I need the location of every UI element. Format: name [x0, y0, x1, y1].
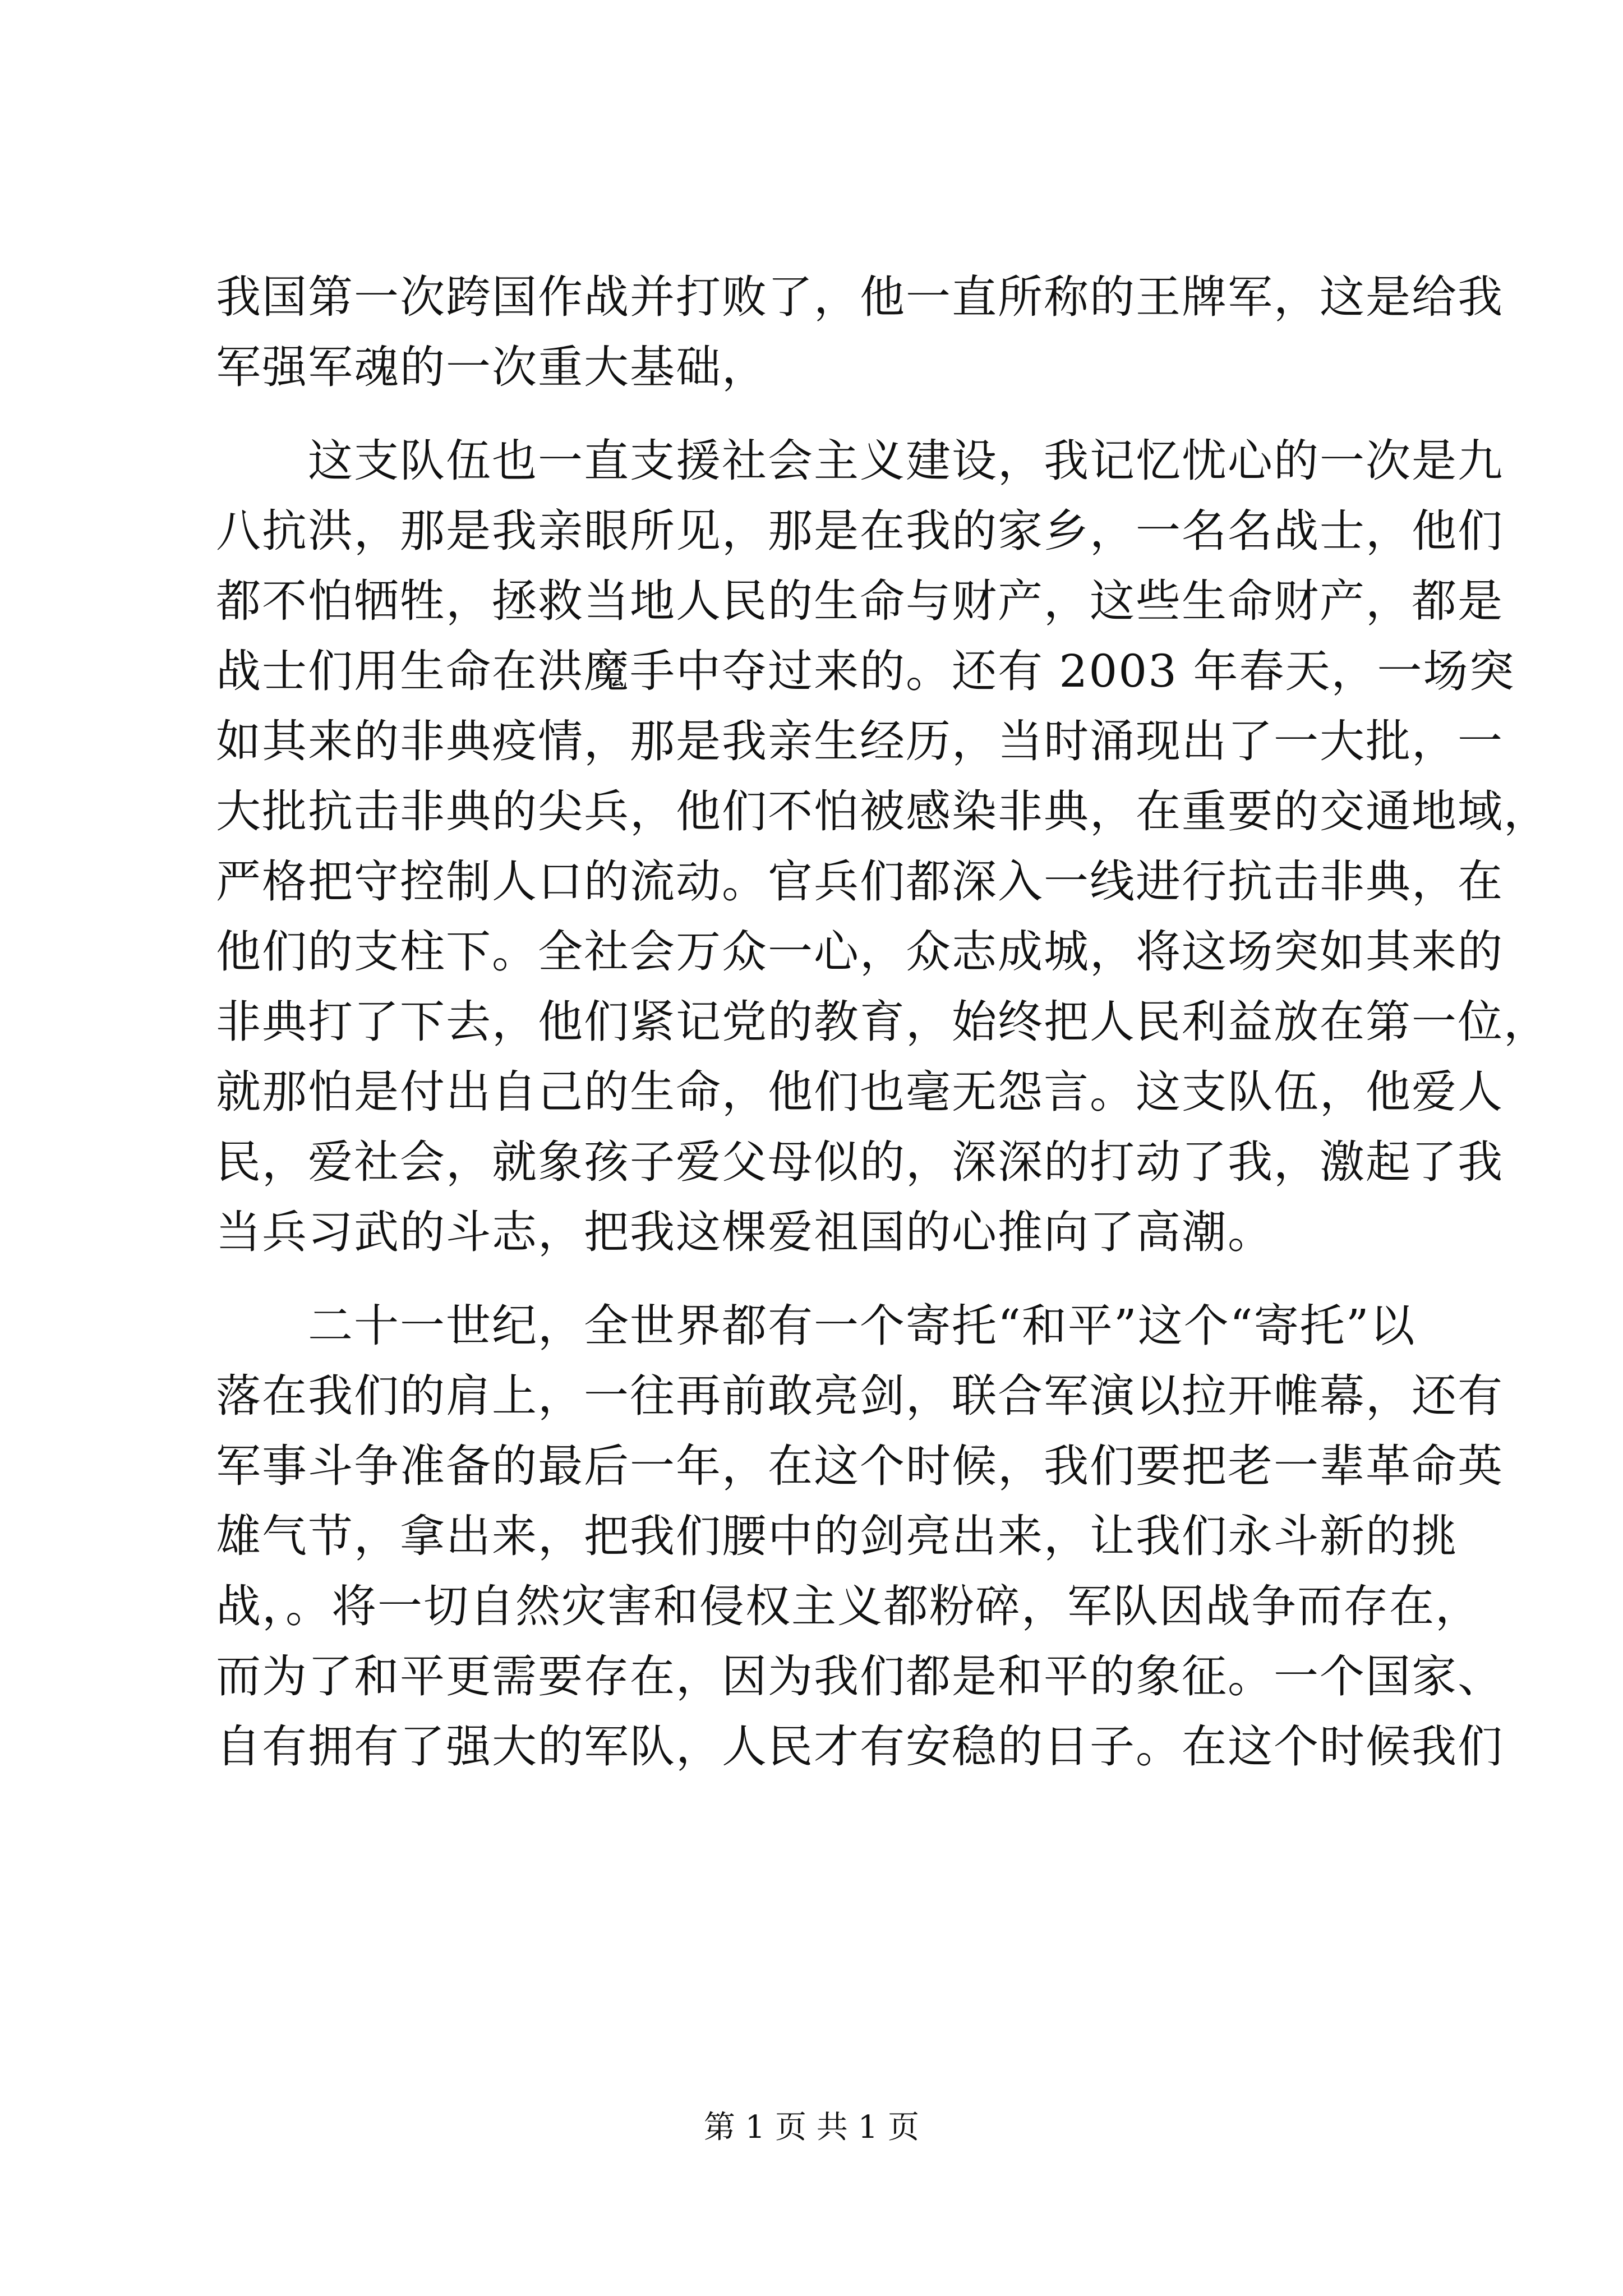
text-line: 他们的支柱下。全社会万众一心，众志成城，将这场突如其来的 [216, 926, 1504, 978]
text-line: 大批抗击非典的尖兵，他们不怕被感染非典，在重要的交通地域， [216, 785, 1550, 838]
text-line: 军强军魂的一次重大基础， [216, 341, 768, 393]
text-line: 军事斗争准备的最后一年，在这个时候，我们要把老一辈革命英 [216, 1440, 1504, 1492]
text-line: 八抗洪，那是我亲眼所见，那是在我的家乡，一名名战士，他们 [216, 505, 1504, 557]
document-body [216, 262, 1550, 1782]
text-line: 战士们用生命在洪魔手中夺过来的。还有 2003 年春天，一场突 [216, 645, 1515, 697]
text-line: 都不怕牺牲，拯救当地人民的生命与财产，这些生命财产，都是 [216, 575, 1504, 627]
text-line: 我国第一次跨国作战并打败了，他一直所称的王牌军，这是给我 [216, 271, 1504, 323]
text-line: 二十一世纪，全世界都有一个寄托“和平”这个“寄托”以 [308, 1300, 1416, 1352]
text-line: 民，爱社会，就象孩子爱父母似的，深深的打动了我，激起了我 [216, 1136, 1504, 1188]
text-line: 这支队伍也一直支援社会主义建设，我记忆忧心的一次是九 [308, 435, 1504, 487]
text-line: 就那怕是付出自己的生命，他们也毫无怨言。这支队伍，他爱人 [216, 1066, 1504, 1118]
text-line: 严格把守控制人口的流动。官兵们都深入一线进行抗击非典，在 [216, 855, 1504, 908]
text-line: 雄气节，拿出来，把我们腰中的剑亮出来，让我们永斗新的挑 [216, 1510, 1458, 1562]
text-line: 自有拥有了强大的军队，人民才有安稳的日子。在这个时候我们 [216, 1720, 1504, 1773]
text-line: 而为了和平更需要存在，因为我们都是和平的象征。一个国家、 [216, 1650, 1504, 1703]
text-line: 如其来的非典疫情，那是我亲生经历，当时涌现出了一大批，一 [216, 715, 1504, 767]
page-footer: 第 1 页 共 1 页 [703, 2109, 920, 2146]
text-line: 落在我们的肩上，一往再前敢亮剑，联合军演以拉开帷幕，还有 [216, 1370, 1504, 1422]
text-line: 战，。将一切自然灾害和侵权主义都粉碎，军队因战争而存在， [216, 1580, 1481, 1632]
text-line: 当兵习武的斗志，把我这棵爱祖国的心推向了高潮。 [216, 1206, 1274, 1258]
text-line: 非典打了下去，他们紧记党的教育，始终把人民利益放在第一位， [216, 996, 1550, 1048]
